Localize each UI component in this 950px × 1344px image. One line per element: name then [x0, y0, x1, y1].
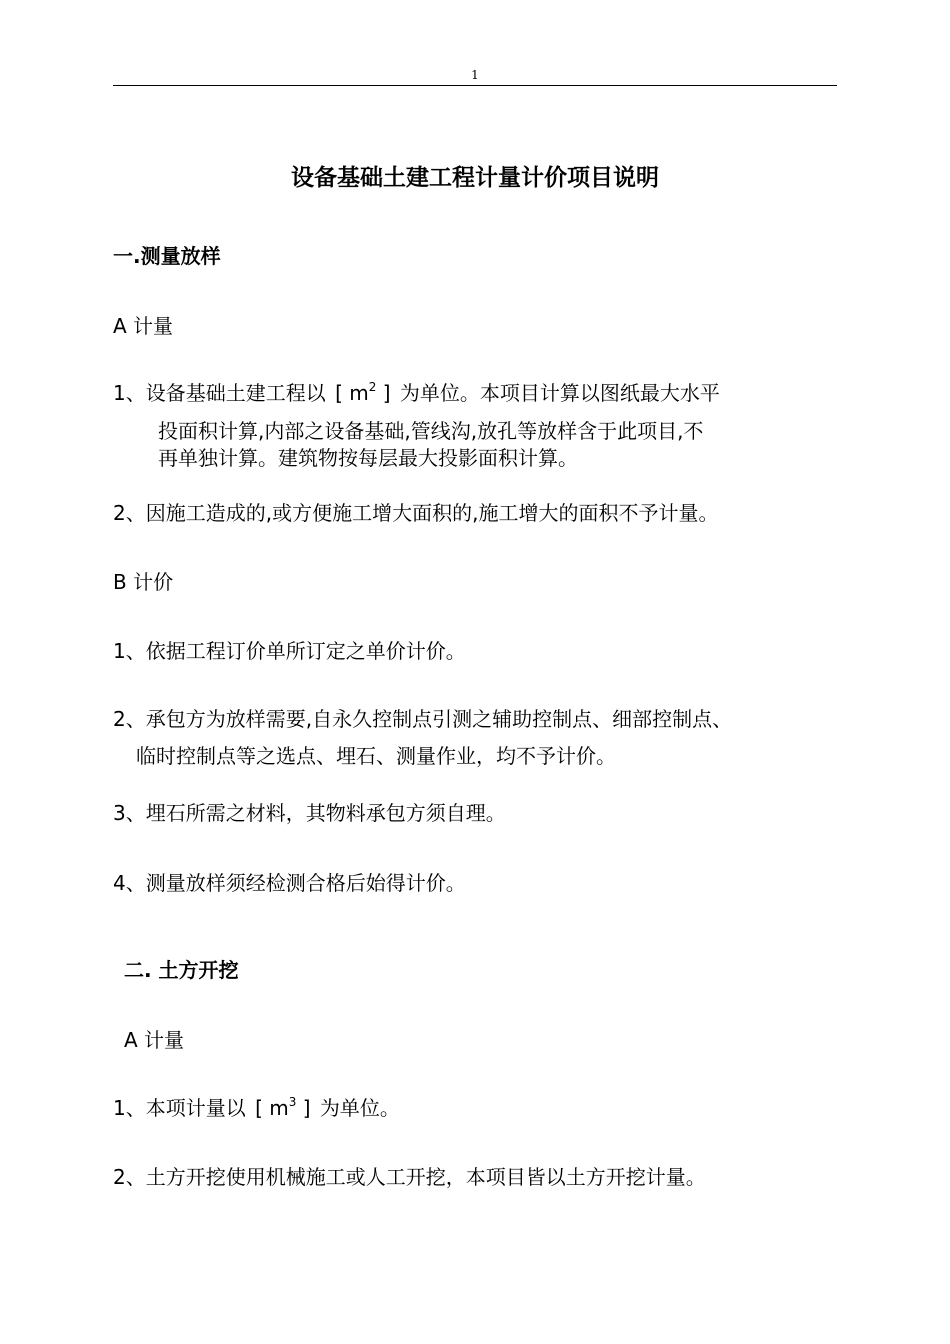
section1-b-item2-line1: 2、承包方为放样需要,自永久控制点引测之辅助控制点、细部控制点、: [113, 707, 733, 731]
unit-base: m: [269, 1096, 289, 1120]
section2-a-item2: 2、土方开挖使用机械施工或人工开挖，本项目皆以土方开挖计量。: [113, 1165, 706, 1189]
unit-bracket-open: [: [335, 381, 343, 405]
unit-exponent: 2: [368, 380, 377, 394]
unit-exponent: 3: [288, 1095, 297, 1109]
section2-a-label: A 计量: [124, 1028, 185, 1052]
section1-b-label: B 计价: [113, 570, 174, 594]
section1-a-item1-line1: [113, 381, 720, 405]
section1-heading: 一.测量放样: [113, 244, 221, 268]
unit-bracket-open: [: [255, 1096, 263, 1120]
unit-bracket-close: ]: [302, 1096, 311, 1120]
section1-b-item4: 4、测量放样须经检测合格后始得计价。: [113, 871, 466, 895]
section2-a-item1-text-before: 1、本项计量以: [113, 1096, 246, 1120]
section2-heading: 二. 土方开挖: [124, 958, 239, 982]
unit-bracket-close: ]: [382, 381, 391, 405]
section1-a-item1-line3: 再单独计算。建筑物按每层最大投影面积计算。: [158, 446, 578, 470]
header-rule: [113, 85, 837, 86]
section1-a-item1-line2: 投面积计算,内部之设备基础,管线沟,放孔等放样含于此项目,不: [158, 419, 704, 443]
section1-a-item1-text-after: 为单位。本项目计算以图纸最大水平: [399, 381, 720, 405]
section1-a-item1-text-before: 1、设备基础土建工程以: [113, 381, 326, 405]
section2-a-item1: [113, 1096, 400, 1120]
section1-a-item1-unit: [335, 381, 390, 405]
section1-b-item3: 3、埋石所需之材料，其物料承包方须自理。: [113, 801, 506, 825]
section1-b-item2-line2: 临时控制点等之选点、埋石、测量作业，均不予计价。: [136, 744, 616, 768]
unit-base: m: [349, 381, 369, 405]
document-title: 设备基础土建工程计量计价项目说明: [291, 165, 659, 191]
section1-b-item1: 1、依据工程订价单所订定之单价计价。: [113, 639, 466, 663]
section1-a-item2: 2、因施工造成的,或方便施工增大面积的,施工增大的面积不予计量。: [113, 501, 719, 525]
page-number: 1: [471, 68, 479, 82]
section2-a-item1-text-after: 为单位。: [319, 1096, 400, 1120]
section1-a-label: A 计量: [113, 314, 174, 338]
section2-a-item1-unit: [255, 1096, 310, 1120]
